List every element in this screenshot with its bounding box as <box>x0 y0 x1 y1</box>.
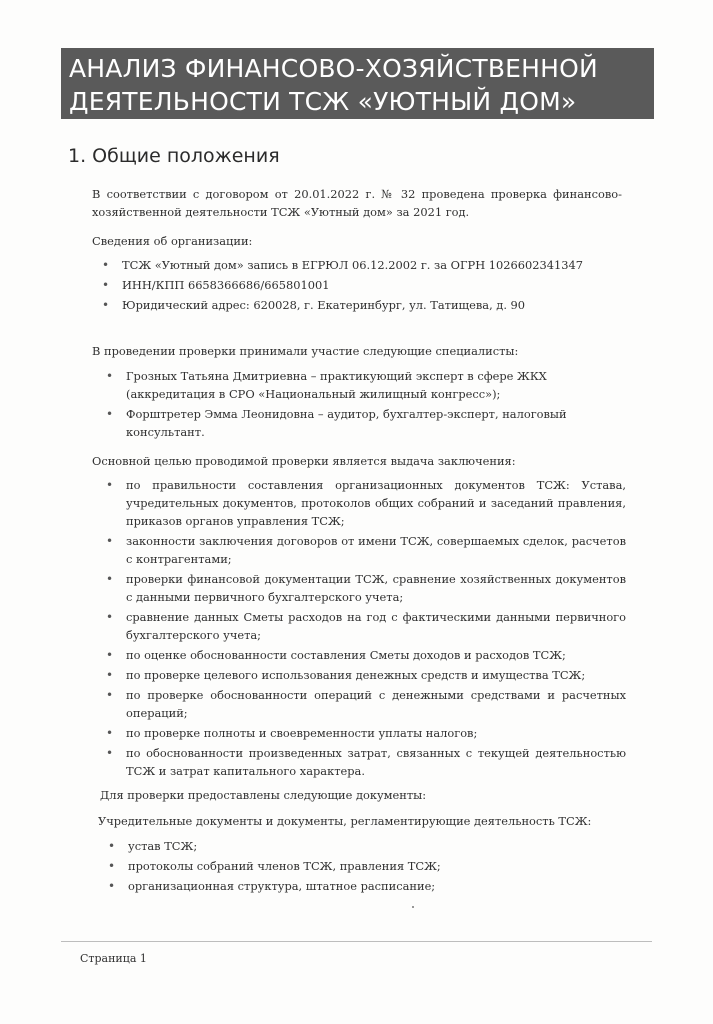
list-item: • по правильности составления организационных документов ТСЖ: Устава, учредительных документов, протоколов общих собраний и заседаний правления, приказов органов управления ТСЖ; <box>104 476 626 530</box>
document-title-banner <box>61 48 654 119</box>
page-number: Страница 1 <box>80 952 147 965</box>
list-item: • ИНН/КПП 6658366686/665801001 <box>100 276 630 294</box>
list-item: • по оценке обоснованности составления Сметы доходов и расходов ТСЖ; <box>104 646 626 664</box>
docs-list <box>106 837 606 897</box>
list-item: • ТСЖ «Уютный дом» запись в ЕГРЮЛ 06.12.2002 г. за ОГРН 1026602341347 <box>100 256 630 274</box>
goals-list <box>104 476 626 782</box>
org-info-label: Сведения об организации: <box>92 234 253 248</box>
list-item: • по проверке обоснованности операций с денежными средствами и расчетных операций; <box>104 686 626 722</box>
list-item: • по проверке целевого использования денежных средств и имущества ТСЖ; <box>104 666 626 684</box>
list-item: • по проверке полноты и своевременности уплаты налогов; <box>104 724 626 742</box>
list-item: • законности заключения договоров от имени ТСЖ, совершаемых сделок, расчетов с контрагентами; <box>104 532 626 568</box>
section-heading: 1. Общие положения <box>68 145 280 167</box>
list-item: • проверки финансовой документации ТСЖ, сравнение хозяйственных документов с данными первичного бухгалтерского учета; <box>104 570 626 606</box>
specialists-list <box>104 367 624 443</box>
document-title-line-2: ДЕЯТЕЛЬНОСТИ ТСЖ «УЮТНЫЙ ДОМ» <box>69 87 577 116</box>
list-item: • протоколы собраний членов ТСЖ, правления ТСЖ; <box>106 857 606 875</box>
list-item: • Форштретер Эмма Леонидовна – аудитор, бухгалтер-эксперт, налоговый консультант. <box>104 405 624 441</box>
list-item: • Юридический адрес: 620028, г. Екатеринбург, ул. Татищева, д. 90 <box>100 296 630 314</box>
document-title-line-1: АНАЛИЗ ФИНАНСОВО-ХОЗЯЙСТВЕННОЙ <box>69 54 598 83</box>
specialists-label: В проведении проверки принимали участие следующие специалисты: <box>92 344 519 358</box>
goal-label: Основной целью проводимой проверки является выдача заключения: <box>92 454 516 468</box>
docs-label: Для проверки предоставлены следующие документы: <box>100 788 427 802</box>
list-item: • сравнение данных Сметы расходов на год с фактическими данными первичного бухгалтерского учета; <box>104 608 626 644</box>
scan-speck <box>412 906 414 908</box>
footer-divider <box>61 941 652 942</box>
list-item: • организационная структура, штатное расписание; <box>106 877 606 895</box>
list-item: • по обоснованности произведенных затрат, связанных с текущей деятельностью ТСЖ и затрат капитального характера. <box>104 744 626 780</box>
docs-sublabel: Учредительные документы и документы, регламентирующие деятельность ТСЖ: <box>98 814 592 828</box>
list-item: • Грозных Татьяна Дмитриевна – практикующий эксперт в сфере ЖКХ (аккредитация в СРО «Национальный жилищный конгресс»); <box>104 367 624 403</box>
intro-paragraph: В соответствии с договором от 20.01.2022 г. № 32 проведена проверка финансово-хозяйственной деятельности ТСЖ «Уютный дом» за 2021 год. <box>92 187 622 219</box>
org-info-list <box>100 256 630 316</box>
list-item: • устав ТСЖ; <box>106 837 606 855</box>
